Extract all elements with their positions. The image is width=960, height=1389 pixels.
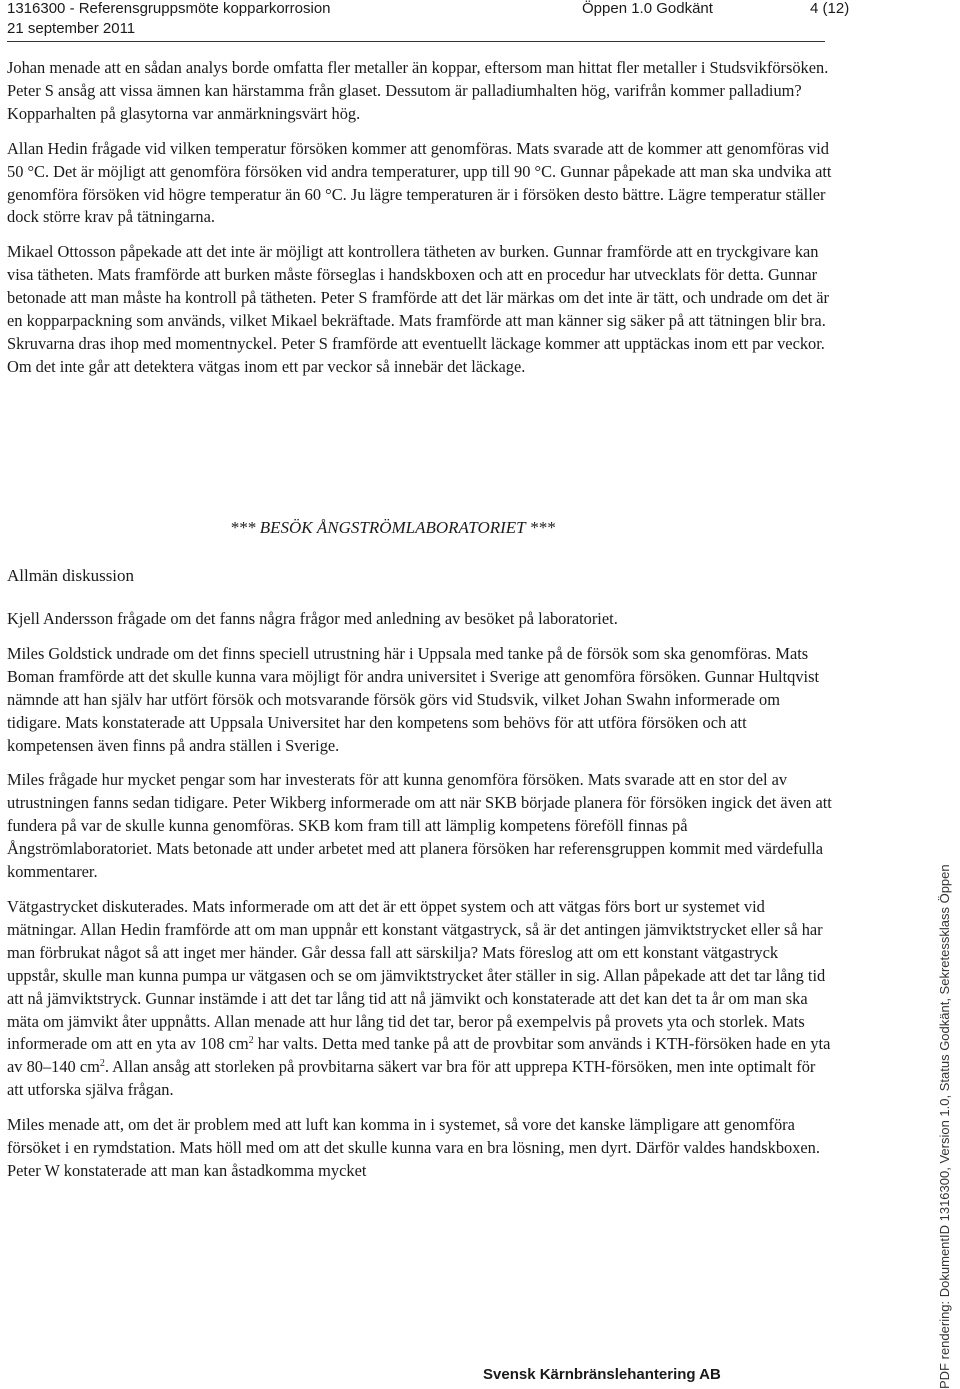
document-status: Öppen 1.0 Godkänt bbox=[582, 0, 713, 17]
paragraph: Johan menade att en sådan analys borde omfatta fler metaller än koppar, eftersom man hittat fler metaller i Studsvikförsöken. Peter S ansåg att vissa ämnen kan härstamma från glaset. Dessutom är palladiumhalten hög, varifrån kommer palladium? Kopparhalten på glasytorna var anmärkningsvärt hög. bbox=[7, 58, 829, 123]
section-banner: *** BESÖK ÅNGSTRÖMLABORATORIET *** bbox=[230, 518, 556, 537]
paragraph: Miles menade att, om det är problem med att luft kan komma in i systemet, så vore det kanske lämpligare att genomföra försöket i en rymdstation. Mats höll med om att det skulle kunna vara en bra lösning, men dyrt. Därför valdes handskboxen. Peter W konstaterade att man kan åstadkomma mycket bbox=[7, 1115, 820, 1180]
pdf-rendering-watermark: PDF rendering: DokumentID 1316300, Version 1.0, Status Godkänt, Sekretessklass Öppen bbox=[937, 864, 952, 1389]
paragraph: Allan Hedin frågade vid vilken temperatur försöken kommer att genomföras. Mats svarade att de kommer att genomföras vid 50 °C. Det är möjligt att genomföra försöken vid andra temperaturer, upp till 90 °C. Gunnar påpekade att man ska undvika att genomföra försöken vid högre temperatur än 60 °C. Ju lägre temperaturen är i försöken desto bättre. Lägre temperatur ställer dock större krav på tätningarna. bbox=[7, 138, 832, 227]
text-run: Vätgastrycket diskuterades. Mats informerade om att det är ett öppet system och att vätgas förs bort ur systemet vid mätningar. Allan Hedin framförde att om man uppnår ett konstant vätgastryck, så är det antingen jämviktstrycket eller så har man förbrukat något så att inget mer händer. Går dessa fall att särskilja? Mats föreslog att om ett konstant vätgastryck uppstår, skulle man kunna pumpa ur vätgasen och se om jämviktstrycket åter ställer in sig. Allan påpekade att det tar lång tid att nå jämviktstryck. Gunnar instämde i att det tar lång tid att nå jämvikt och konstaterade att det kan det ta år om man ska mäta om jämvikt åter uppnåtts. Allan menade att hur lång tid det tar, beror på exempelvis på provets yta och storlek. Mats informerade om att en yta av 108 cm bbox=[7, 896, 826, 1054]
text-run: har valts. Detta med tanke på att de provbitar som används i KTH-försöken hade en yta av 80–140 cm bbox=[7, 1034, 831, 1077]
paragraph: Miles frågade hur mycket pengar som har investerats för att kunna genomföra försöken. Mats svarade att en stor del av utrustningen fanns sedan tidigare. Peter Wikberg informerade om att när SKB började planera för försöken ingick det även att fundera på var de skulle kunna genomföras. SKB kom fram till att lämplig kompetens föreföll finnas på Ångströmlaboratoriet. Mats betonade att under arbetet med att planera försöken har referensgruppen kommit med värdefulla kommentarer. bbox=[7, 770, 832, 882]
page-number: 4 (12) bbox=[810, 0, 850, 17]
header-divider bbox=[7, 41, 825, 42]
body-section-lower bbox=[7, 608, 832, 1195]
document-date: 21 september 2011 bbox=[7, 20, 136, 37]
body-section-upper bbox=[7, 57, 832, 391]
section-heading: Allmän diskussion bbox=[7, 566, 135, 585]
paragraph: Mikael Ottosson påpekade att det inte är möjligt att kontrollera tätheten av burken. Gunnar framförde att en tryckgivare kan visa tätheten. Mats framförde att burken måste förseglas i handskboxen och att en procedur har utvecklats för detta. Gunnar betonade att man måste ha kontroll på tätheten. Peter S framförde att det lär märkas om det inte är tätt, och undrade om det är en kopparpackning som används, vilket Mikael bekräftade. Mats framförde att man känner sig säker på att tätningen blir bra. Skruvarna dras ihop med momentnyckel. Peter S framförde att eventuellt läckage kommer att upptäckas inom ett par veckor. Om det inte går att detektera vätgas inom ett par veckor så innebär det läckage. bbox=[7, 242, 829, 376]
footer-company: Svensk Kärnbränslehantering AB bbox=[483, 1366, 721, 1383]
superscript: 2 bbox=[248, 1035, 254, 1047]
text-run: . Allan ansåg att storleken på provbitarna säkert var bra för att upprepa KTH-försöken, men inte optimalt för att utforska själva frågan. bbox=[7, 1057, 816, 1100]
superscript: 2 bbox=[99, 1058, 105, 1070]
paragraph bbox=[7, 896, 832, 1102]
document-title: 1316300 - Referensgruppsmöte kopparkorrosion bbox=[7, 0, 331, 17]
paragraph: Kjell Andersson frågade om det fanns några frågor med anledning av besöket på laboratoriet. bbox=[7, 609, 618, 628]
paragraph: Miles Goldstick undrade om det finns speciell utrustning här i Uppsala med tanke på de försök som ska genomföras. Mats Boman framförde att det skulle kunna vara möjligt för andra universitet i Sverige att genomföra försöken. Gunnar Hultqvist nämnde att han själv har utfört försök och motsvarande försök görs vid Studsvik, vilket Johan Swahn informerade om tidigare. Mats konstaterade att Uppsala Universitet har den kompetens som behövs för att utföra försöken och att kompetensen även finns på andra ställen i Sverige. bbox=[7, 643, 820, 755]
